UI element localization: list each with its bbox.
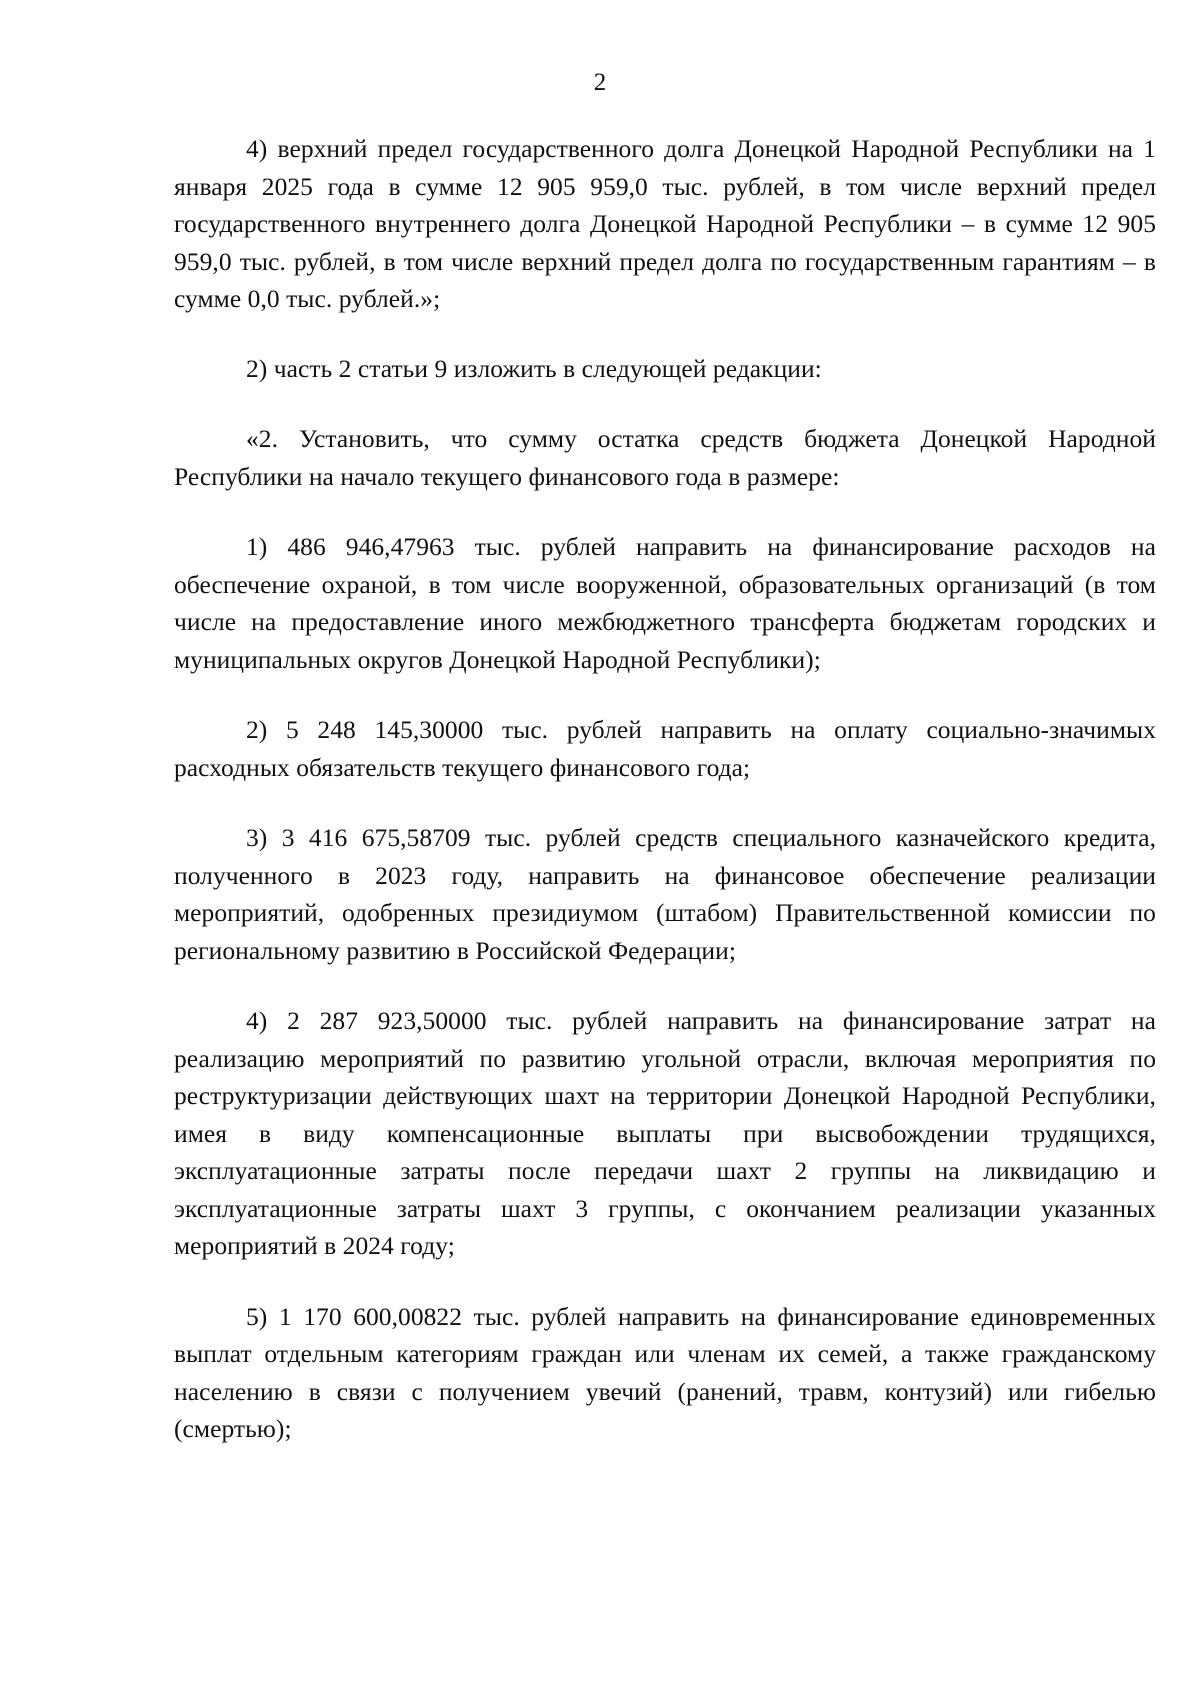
paragraph-item-5-payments: 5) 1 170 600,00822 тыс. рублей направить на финансирование единовременных выплат отдельным категориям граждан или членам их семей, а также гражданскому населению в связи с получением увечий (ранений, травм, контузий) или гибелью (смертью); (174, 1301, 1156, 1443)
paragraph-debt-limit: 4) верхний предел государственного долга Донецкой Народной Республики на 1 января 2025 года в сумме 12 905 959,0 тыс. рублей, в том числе верхний предел государственного внутреннего долга Донецкой Народной Республики – в сумме 12 905 959,0 тыс. рублей, в том числе верхний предел долга по государственным гарантиям – в сумме 0,0 тыс. рублей.»; (174, 134, 1156, 313)
paragraph-item-2-social: 2) 5 248 145,30000 тыс. рублей направить на оплату социально-значимых расходных обязательств текущего финансового года; (174, 715, 1156, 782)
paragraph-balance-intro: «2. Установить, что сумму остатка средств бюджета Донецкой Народной Республики на начало текущего финансового года в размере: (174, 424, 1156, 491)
paragraph-item-1-security: 1) 486 946,47963 тыс. рублей направить на финансирование расходов на обеспечение охраной, в том числе вооруженной, образовательных организаций (в том числе на предоставление иного межбюджетного трансферта бюджетам городских и муниципальных округов Донецкой Народной Республики); (174, 532, 1156, 674)
paragraph-item-4-coal-industry: 4) 2 287 923,50000 тыс. рублей направить на финансирование затрат на реализацию мероприятий по развитию угольной отрасли, включая мероприятия по реструктуризации действующих шахт на территории Донецкой Народной Республики, имея в виду компенсационные выплаты при высвобождении трудящихся, эксплуатационные затраты после передачи шахт 2 группы на ликвидацию и эксплуатационные затраты шахт 3 группы, с окончанием реализации указанных мероприятий в 2024 году; (174, 1006, 1156, 1260)
paragraph-article-9-amendment: 2) часть 2 статьи 9 изложить в следующей редакции: (246, 353, 822, 383)
paragraph-item-3-treasury-credit: 3) 3 416 675,58709 тыс. рублей средств специального казначейского кредита, полученного в 2023 году, направить на финансовое обеспечение реализации мероприятий, одобренных президиумом (штабом) Правительственной комиссии по региональному развитию в Российской Федерации; (174, 823, 1156, 965)
page-number: 2 (593, 69, 607, 96)
document-body (174, 130, 1156, 1448)
